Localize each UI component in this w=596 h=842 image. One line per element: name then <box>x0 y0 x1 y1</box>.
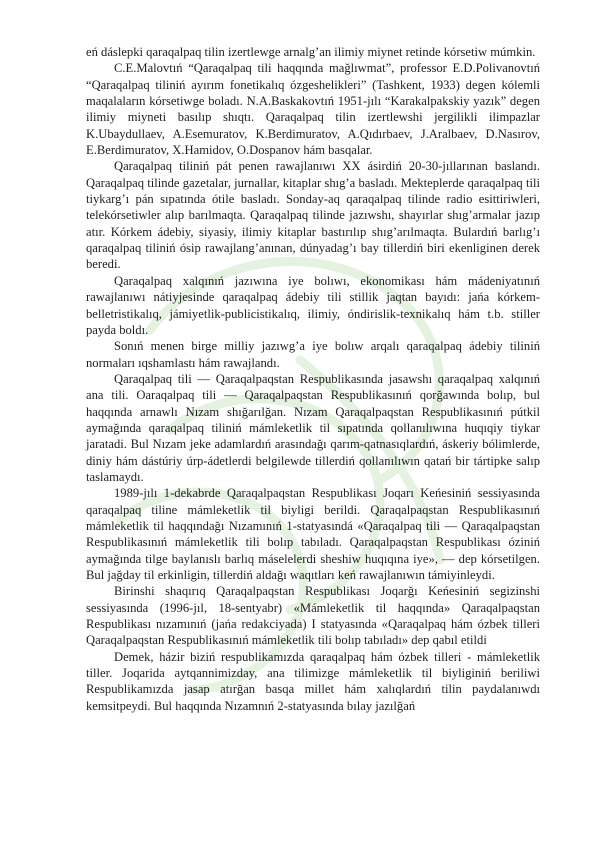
paragraph: Qaraqalpaq tiliniń pát penen rawajlanıwı XX ásirdiń 20-30-jıllarınan baslandı. Qaraqalpaq tilinde gazetalar, jurnallar, kitaplar shıg’a basladı. Mekteplerde qaraqalpaq tili tiykarg’ı pán sıpatında ótile basladı. Sonday-aq qaraqalpaq tilinde radio esittiriwleri, telekórsetiwler alıp barılmaqta. Qaraqalpaq tilinde jazıwshı, shayırlar shıg’armalar jazıp atır. Kórkem ádebiy, siyasiy, ilimiy kitaplar bastırılıp shıg’arılmaqta. Bulardıń barlıg’ı qaraqalpaq tiliniń ósip rawajlang’anınan, dúnyadag’ı bay tillerdiń biri ekenliginen derek beredi. <box>86 159 540 272</box>
paragraph: Birinshi shaqırıq Qaraqalpaqstan Respublikası Joqarğı Keńesiniń segizinshi sessiyasında (1996-jıl, 18-sentyabr) «Mámleketlik til haqqında» Qaraqalpaqstan Respublikası nızamınıń (jańa redakciyada) I statyasında «Qaraqalpaq hám ózbek tilleri Qaraqalpaqstan Respublikasınıń mámleketlik tili bolıp tabıladı» dep qabıl etildi <box>86 584 540 648</box>
paragraph: Demek, házir biziń respublikamızda qaraqalpaq hám ózbek tilleri - mámleketlik tiller. Joqarida aytqannimizday, ana tilimizge mámleketlik til biyliginiń beriliwi Respublikamızda jasap atırğan basqa millet hám xalıqlardıń tilin paydalanıwdı kemsitpeydi. Bul haqqında Nızamnıń 2-statyasında bılay jazılğań <box>86 649 540 713</box>
body-text <box>86 44 540 714</box>
paragraph: eń dáslepki qaraqalpaq tilin izertlewge arnalg’an ilimiy miynet retinde kórsetiw múmkin. <box>86 45 536 59</box>
paragraph: C.E.Malovtıń “Qaraqalpaq tili haqqında mağlıwmat”, professor E.D.Polivanovtıń “Qaraqalpaq tiliniń ayırım fonetikalıq ózgeshelikleri” (Tashkent, 1933) degen kólemli maqalaların kórsetiwge boladı. N.A.Baskakovtıń 1951-jılı “Karakalpakskiy yazık” degen ilimiy miyneti basılıp shıqtı. Qaraqalpaq tilin izertlewshi jergilikli ilimpazlar K.Ubaydullaev, A.Esemuratov, K.Berdimuratov, A.Qıdırbaev, J.Aralbaev, D.Nasırov, E.Berdimuratov, X.Hamidov, O.Dospanov hám basqalar. <box>86 61 540 158</box>
paragraph: 1989-jılı 1-dekabrde Qaraqalpaqstan Respublikası Joqarı Keńesiniń sessiyasında qaraqalpaq tiline mámleketlik til biyligi berildi. Qaraqalpaqstan Respublikasınıń mámleketlik til haqqındağı Nızamınıń 1-statyasındá «Qaraqalpaq tili — Qaraqalpaqstan Respublikasınıń mámleketlik tili bolıp tabıladı. Qaraqalpaqstan Respublikası óziniń aymağında tilge baylanıslı barlıq máselelerdi sheshiw huqıqına iye», — dep kórsetilgen. Bul jağday til erkinligin, tillerdiń aldağı waqıtları keń rawajlanıwın támiyinleydi. <box>86 486 540 582</box>
paragraph: Sonıń menen birge milliy jazıwg’a iye bolıw arqalı qaraqalpaq ádebiy tiliniń normaları ıqshamlastı hám rawajlandı. <box>86 339 540 370</box>
paragraph: Qaraqalpaq xalqınıń jazıwına iye bolıwı, ekonomikası hám mádeniyatınıń rawajlanıwı nátiyjesinde qaraqalpaq ádebiy tili stillik jaqtan bayıdı: jańa kórkem-belletristikalıq, jámiyetlik-publicistikalıq, ilimiy, óndirislik-texnikalıq hám t.b. stiller payda boldı. <box>86 273 540 337</box>
paragraph: Qaraqalpaq tili — Qaraqalpaqstan Respublikasında jasawshı qaraqalpaq xalqınıń ana tili. Oaraqalpaq tili — Qaraqalpaqstan Respublikasınıń qorğawında bolıp, bul haqqında arnawlı Nızam shığarılğan. Nızam Qaraqalpaqstan Respublikasınıń pútkil aymağında qaraqalpaq tiliniń mámleketlik til sıpatında qollanılıwına huqıqiy tiykar jaratadi. Bul Nızam jeke adamlardıń arasındağı qarım-qatnasıqlardıń, áskeriy bólimlerde, diniy hám dástúriy úrp-ádetlerdi belgilewde tillerdiń qollanılıwın qatań bir tártipke salıp taslamaydı. <box>86 371 540 484</box>
